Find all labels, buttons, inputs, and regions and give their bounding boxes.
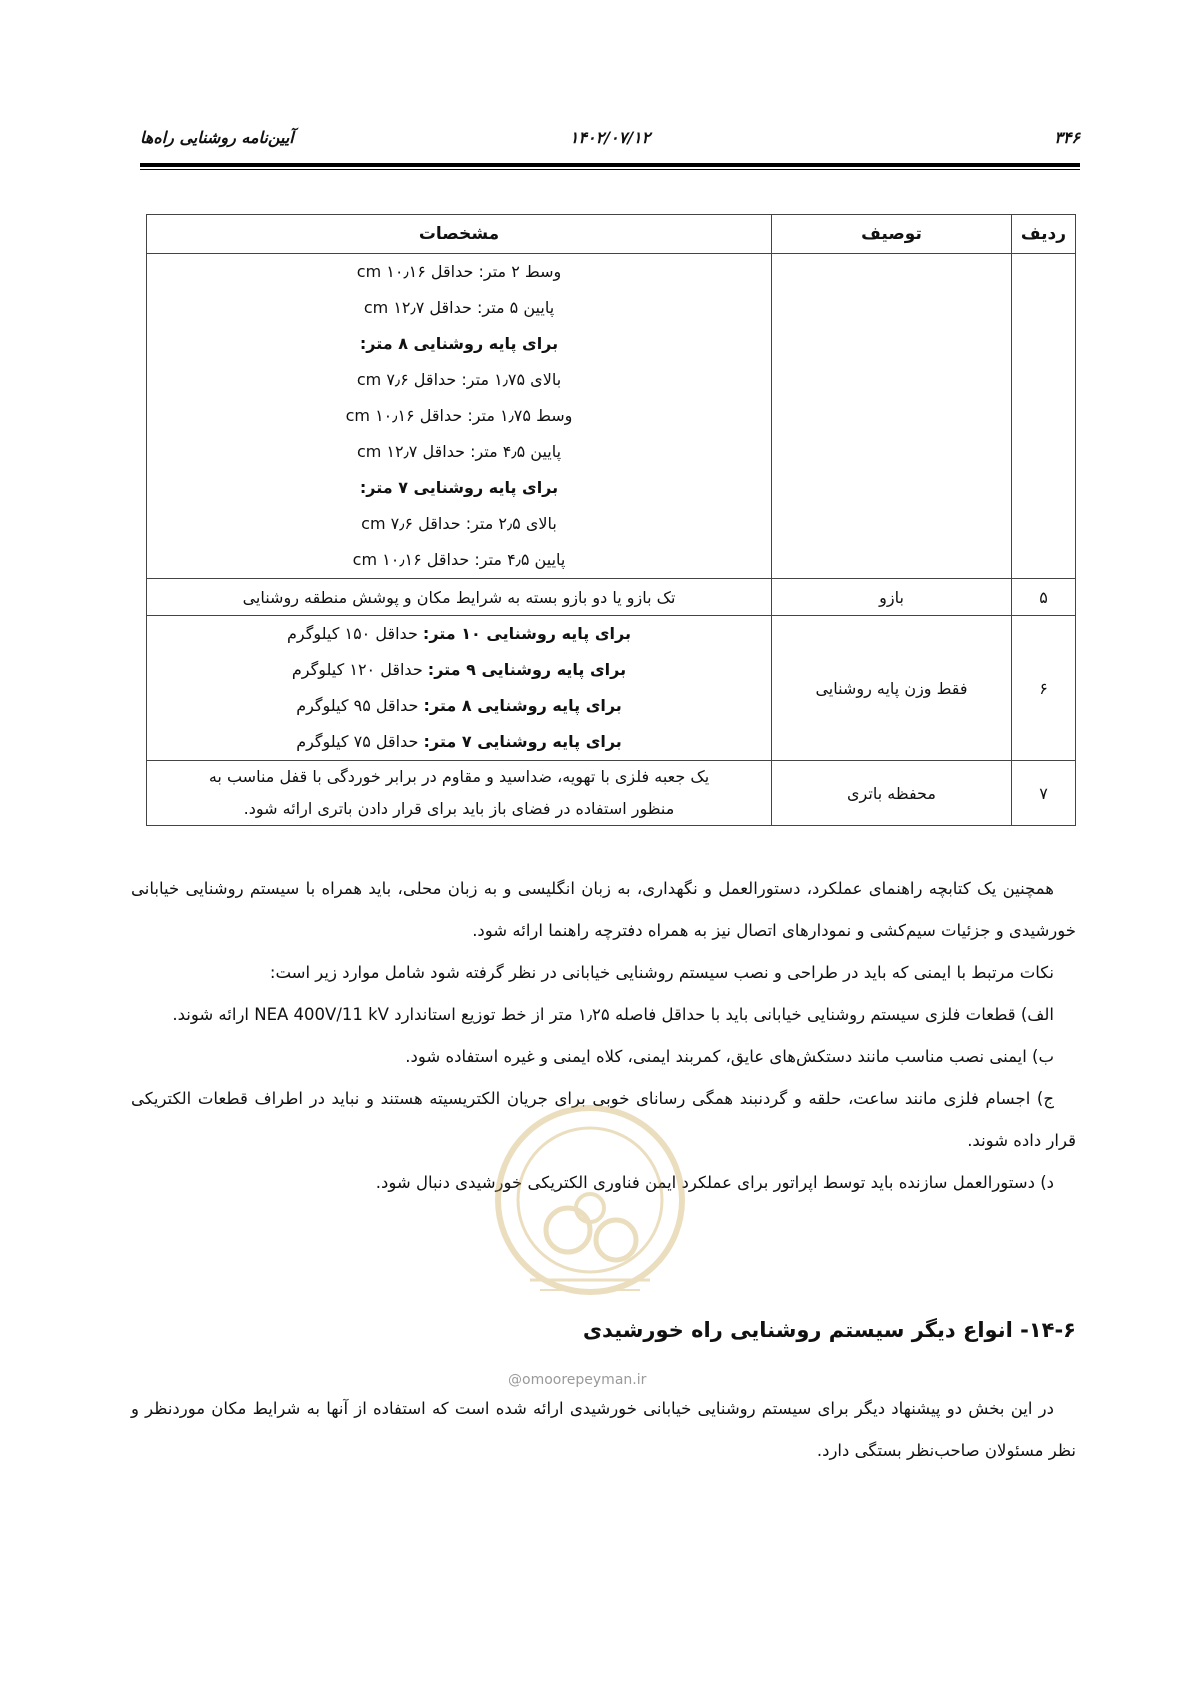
header-date: ۱۴۰۲/۰۷/۱۲ [569, 128, 651, 147]
spec-cell [147, 761, 772, 826]
body-text-section [131, 1388, 1076, 1472]
spec-line: پایین ۵ متر: حداقل cm ۱۲٫۷ [363, 298, 555, 317]
list-item-d: د) دستورالعمل سازنده باید توسط اپراتور برای عملکرد ایمن فناوری الکتریکی خورشیدی دنبال شود. [375, 1173, 1054, 1192]
paragraph-section-intro: در این بخش دو پیشنهاد دیگر برای سیستم روشنایی خیابانی خورشیدی ارائه شده است که استفاده از آنها به شرایط مکان موردنظر و نظر مسئولان صاحب‌نظر بستگی دارد. [131, 1399, 1076, 1460]
watermark-seal [490, 1090, 690, 1350]
header-rule-thick [140, 163, 1080, 167]
header-description: توصیف [772, 215, 1012, 254]
page-number: ۳۴۶ [1054, 128, 1080, 147]
spec-cell [147, 616, 772, 761]
row-number-cell: ۵ [1012, 579, 1076, 616]
spec-subheading: برای پایه روشنایی ۷ متر: [359, 478, 559, 497]
spec-line: وسط ۱٫۷۵ متر: حداقل cm ۱۰٫۱۶ [345, 406, 573, 425]
spec-cell [147, 254, 772, 579]
table-row-5 [147, 579, 1076, 616]
paragraph-manual: همچنین یک کتابچه راهنمای عملکرد، دستورالعمل و نگهداری، به زبان انگلیسی و به زبان محلی، باید همراه با سیستم روشنایی خیابانی خورشیدی و جزئیات سیم‌کشی و نمودارهای اتصال نیز به همراه دفترچه راهنما ارائه شود. [131, 879, 1076, 940]
specifications-table [146, 214, 1076, 826]
spec-line: پایین ۴٫۵ متر: حداقل cm ۱۰٫۱۶ [352, 550, 566, 569]
description-cell: فقط وزن پایه روشنایی [772, 616, 1012, 761]
weight-line: برای پایه روشنایی ۱۰ متر: حداقل ۱۵۰ کیلوگرم [287, 624, 631, 643]
page-header [140, 128, 1080, 160]
spec-line: بالای ۱٫۷۵ متر: حداقل cm ۷٫۶ [356, 370, 562, 389]
header-rule-thin [140, 169, 1080, 170]
section-heading: ۱۴-۶- انواع دیگر سیستم روشنایی راه خورشیدی [582, 1318, 1076, 1342]
description-cell: بازو [772, 579, 1012, 616]
table-header-row [147, 215, 1076, 254]
row-number-cell: ۶ [1012, 616, 1076, 761]
table-row-6 [147, 616, 1076, 761]
spec-subheading: برای پایه روشنایی ۸ متر: [359, 334, 559, 353]
paragraph-safety-intro: نکات مرتبط با ایمنی که باید در طراحی و نصب سیستم روشنایی خیابانی در نظر گرفته شود شامل موارد زیر است: [269, 963, 1054, 982]
list-item-c: ج) اجسام فلزی مانند ساعت، حلقه و گردنبند همگی رسانای خوبی برای جریان الکتریسیته هستند و نباید در اطراف قطعات الکتریکی قرار داده شوند. [131, 1089, 1076, 1150]
header-specifications: مشخصات [147, 215, 772, 254]
list-item-b: ب) ایمنی نصب مناسب مانند دستکش‌های عایق، کمربند ایمنی، کلاه ایمنی و غیره استفاده شود. [405, 1047, 1054, 1066]
standard-code: NEA 400V/11 kV [254, 1005, 389, 1024]
weight-line: برای پایه روشنایی ۸ متر: حداقل ۹۵ کیلوگرم [296, 696, 622, 715]
list-item-a: الف) قطعات فلزی سیستم روشنایی خیابانی باید با حداقل فاصله ۱٫۲۵ متر از خط توزیع استاندارد NEA 400V/11 kV ارائه شوند. [172, 1005, 1054, 1024]
document-title: آیین‌نامه روشنایی راه‌ها [140, 128, 294, 147]
table-row-continued [147, 254, 1076, 579]
watermark-text: @omoorepeyman.ir [508, 1372, 647, 1388]
description-cell: محفظه باتری [772, 761, 1012, 826]
row-number-cell: ۷ [1012, 761, 1076, 826]
spec-line: منظور استفاده در فضای باز باید برای قرار دادن باتری ارائه شود. [243, 799, 675, 818]
spec-line: وسط ۲ متر: حداقل cm ۱۰٫۱۶ [356, 262, 562, 281]
row-number-cell [1012, 254, 1076, 579]
spec-line: پایین ۴٫۵ متر: حداقل cm ۱۲٫۷ [356, 442, 562, 461]
description-cell [772, 254, 1012, 579]
weight-line: برای پایه روشنایی ۷ متر: حداقل ۷۵ کیلوگرم [296, 732, 622, 751]
spec-line: یک جعبه فلزی با تهویه، ضداسید و مقاوم در برابر خوردگی با قفل مناسب به [208, 767, 710, 786]
table-row-7 [147, 761, 1076, 826]
spec-line: بالای ۲٫۵ متر: حداقل cm ۷٫۶ [361, 514, 557, 533]
spec-cell: تک بازو یا دو بازو بسته به شرایط مکان و پوشش منطقه روشنایی [147, 579, 772, 616]
header-row-number: ردیف [1012, 215, 1076, 254]
weight-line: برای پایه روشنایی ۹ متر: حداقل ۱۲۰ کیلوگرم [291, 660, 627, 679]
